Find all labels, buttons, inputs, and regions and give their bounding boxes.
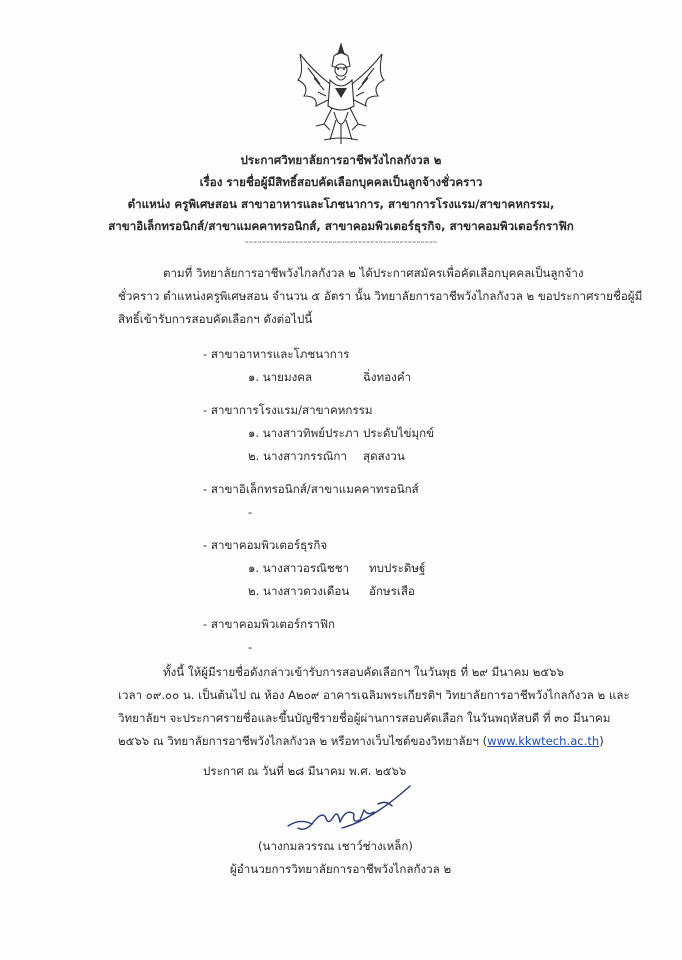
- intro-line-1: ตามที่ วิทยาลัยการอาชีพวังไกลกังวล ๒ ได้ประกาศสมัครเพื่อคัดเลือกบุคคลเป็นลูกจ้าง: [163, 266, 584, 280]
- departments-line: สาขาอิเล็กทรอนิกส์/สาขาแมคคาทรอนิกส์, สาขาคอมพิวเตอร์ธุรกิจ, สาขาคอมพิวเตอร์กราฟิก: [108, 219, 574, 233]
- closing-line-1: ทั้งนี้ ให้ผู้มีรายชื่อดังกล่าวเข้ารับการสอบคัดเลือกฯ ในวันพุธ ที่ ๒๙ มีนาคม ๒๕๖๖: [163, 665, 564, 679]
- closing-line-2: เวลา ๐๙.๐๐ น. เป็นต้นไป ณ ห้อง A๒๐๙ อาคารเฉลิมพระเกียรติฯ วิทยาลัยการอาชีพวังไกลกังวล ๒ และ: [118, 688, 630, 702]
- candidate-surname: อักษรเสือ: [369, 584, 415, 598]
- candidate-name: ๒. นางสาวกรรณิกา: [248, 449, 347, 463]
- candidate-surname: ทบประดิษฐ์: [369, 561, 426, 575]
- subject-line: เรื่อง รายชื่อผู้มีสิทธิ์สอบคัดเลือกบุคคลเป็นลูกจ้างชั่วคราว: [199, 175, 483, 189]
- website-link[interactable]: www.kkwtech.ac.th: [487, 734, 600, 748]
- signature-image: [282, 780, 422, 840]
- signer-title: ผู้อำนวยการวิทยาลัยการอาชีพวังไกลกังวล ๒: [230, 862, 452, 876]
- intro-line-2: ชั่วคราว ตำแหน่งครูพิเศษสอน จำนวน ๕ อัตรา นั้น วิทยาลัยการอาชีพวังไกลกังวล ๒ ขอประกาศรายชื่อผู้มี: [118, 289, 643, 303]
- candidate-name: ๑. นางสาวทิพย์ประภา: [248, 426, 359, 440]
- announcement-title: ประกาศวิทยาลัยการอาชีพวังไกลกังวล ๒: [240, 153, 442, 167]
- closing-line-4: [118, 734, 604, 748]
- announcement-date: ประกาศ ณ วันที่ ๒๘ มีนาคม พ.ศ. ๒๕๖๖: [203, 764, 407, 778]
- department-heading: - สาขาคอมพิวเตอร์ธุรกิจ: [203, 538, 328, 552]
- no-candidate-dash: -: [248, 505, 253, 519]
- department-heading: - สาขาคอมพิวเตอร์กราฟิก: [203, 617, 336, 631]
- intro-line-3: สิทธิ์เข้ารับการสอบคัดเลือกฯ ดังต่อไปนี้: [118, 312, 313, 326]
- closing-line-4-text: ๒๕๖๖ ณ วิทยาลัยการอาชีพวังไกลกังวล ๒ หรือทางเว็บไซต์ของวิทยาลัยฯ (: [118, 734, 488, 748]
- divider-line: ----------------------------------------------: [244, 234, 438, 248]
- garuda-emblem: [294, 40, 388, 148]
- department-heading: - สาขาอาหารและโภชนาการ: [203, 347, 350, 361]
- no-candidate-dash: -: [248, 640, 253, 654]
- candidate-name: ๑. นายมงคล: [248, 370, 313, 384]
- candidate-surname: ฉิ่งทองคำ: [363, 370, 412, 384]
- closing-paren: ): [599, 734, 604, 748]
- department-heading: - สาขาอิเล็กทรอนิกส์/สาขาแมคคาทรอนิกส์: [203, 482, 419, 496]
- position-line: ตำแหน่ง ครูพิเศษสอน สาขาอาหารและโภชนาการ, สาขาการโรงแรม/สาขาคหกรรม,: [127, 197, 555, 211]
- candidate-name: ๑. นางสาวอรณิชชา: [248, 561, 350, 575]
- department-heading: - สาขาการโรงแรม/สาขาคหกรรม: [203, 403, 373, 417]
- closing-line-3: วิทยาลัยฯ จะประกาศรายชื่อและขึ้นบัญชีรายชื่อผู้ผ่านการสอบคัดเลือก ในวันพฤหัสบดี ที่ ๓๐ มีนาคม: [118, 711, 611, 725]
- candidate-name: ๒. นางสาวดวงเดือน: [248, 584, 350, 598]
- candidate-surname: ประดับไข่มุกข์: [363, 426, 435, 440]
- signer-name: (นางกมลวรรณ เชาว์ช่างเหล็ก): [258, 839, 413, 853]
- candidate-surname: สุดสงวน: [363, 449, 405, 463]
